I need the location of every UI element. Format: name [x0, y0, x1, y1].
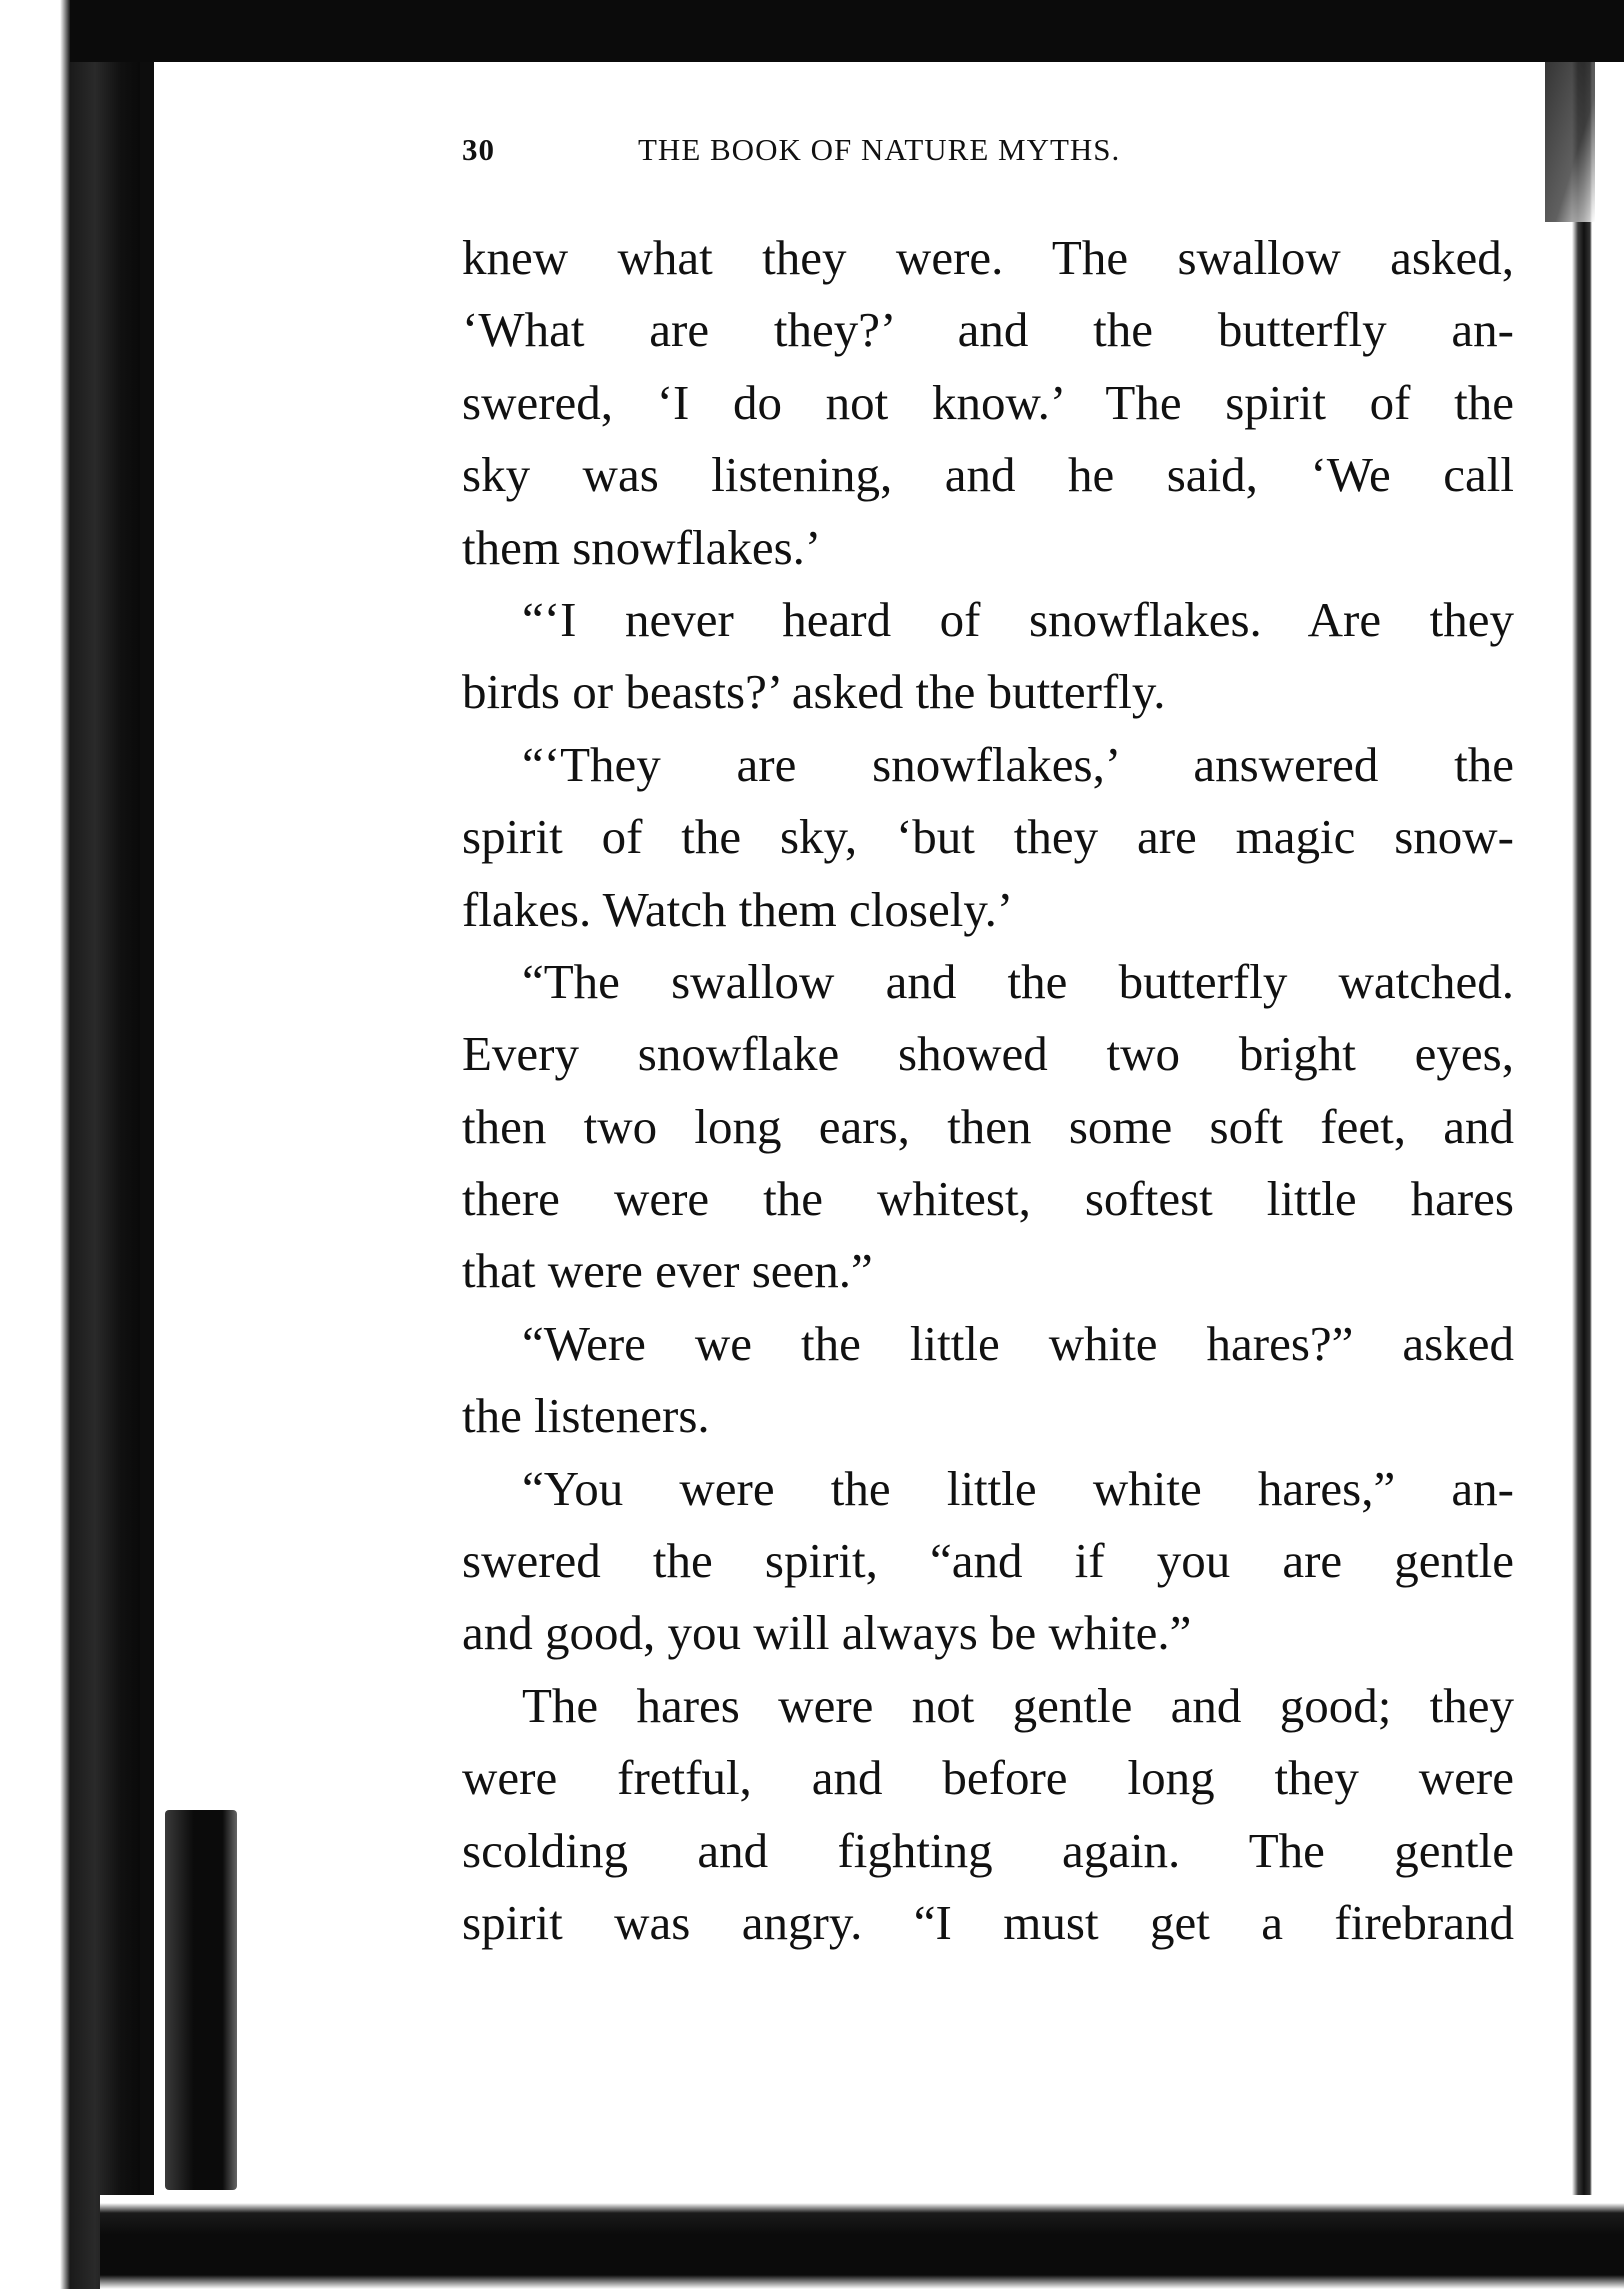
text-line: “The swallow and the butterfly watched.: [522, 953, 1514, 1009]
text-line: were fretful, and before long they were: [462, 1750, 1514, 1806]
text-line: sky was listening, and he said, ‘We call: [462, 447, 1514, 503]
text-line: there were the whitest, softest little hares: [462, 1171, 1514, 1227]
page-number: 30: [462, 132, 495, 167]
text-line: flakes. Watch them closely.’: [462, 881, 1014, 937]
book-title: THE BOOK OF NATURE MYTHS.: [638, 132, 1121, 167]
text-line: “‘They are snowflakes,’ answered the: [522, 736, 1514, 792]
text-line: “You were the little white hares,” an-: [522, 1460, 1514, 1516]
text-line: ‘What are they?’ and the butterfly an-: [462, 302, 1514, 358]
text-line: “‘I never heard of snowflakes. Are they: [522, 591, 1514, 647]
text-line: swered, ‘I do not know.’ The spirit of the: [462, 374, 1514, 430]
text-line: swered the spirit, “and if you are gentle: [462, 1533, 1514, 1589]
text-line: that were ever seen.”: [462, 1243, 873, 1299]
text-line: then two long ears, then some soft feet, and: [462, 1098, 1514, 1154]
text-line: spirit of the sky, ‘but they are magic snow-: [462, 809, 1514, 865]
text-line: knew what they were. The swallow asked,: [462, 230, 1514, 285]
text-line: spirit was angry. “I must get a firebrand: [462, 1894, 1514, 1950]
text-line: them snowflakes.’: [462, 519, 822, 575]
text-line: The hares were not gentle and good; they: [522, 1677, 1514, 1733]
text-line: the listeners.: [462, 1388, 710, 1444]
text-line: “Were we the little white hares?” asked: [522, 1315, 1514, 1371]
text-line: and good, you will always be white.”: [462, 1605, 1192, 1661]
text-line: birds or beasts?’ asked the butterfly.: [462, 664, 1166, 720]
text-line: Every snowflake showed two bright eyes,: [462, 1026, 1514, 1082]
text-line: scolding and fighting again. The gentle: [462, 1822, 1514, 1878]
text-body: [462, 222, 1514, 1959]
running-head: [462, 132, 1362, 182]
